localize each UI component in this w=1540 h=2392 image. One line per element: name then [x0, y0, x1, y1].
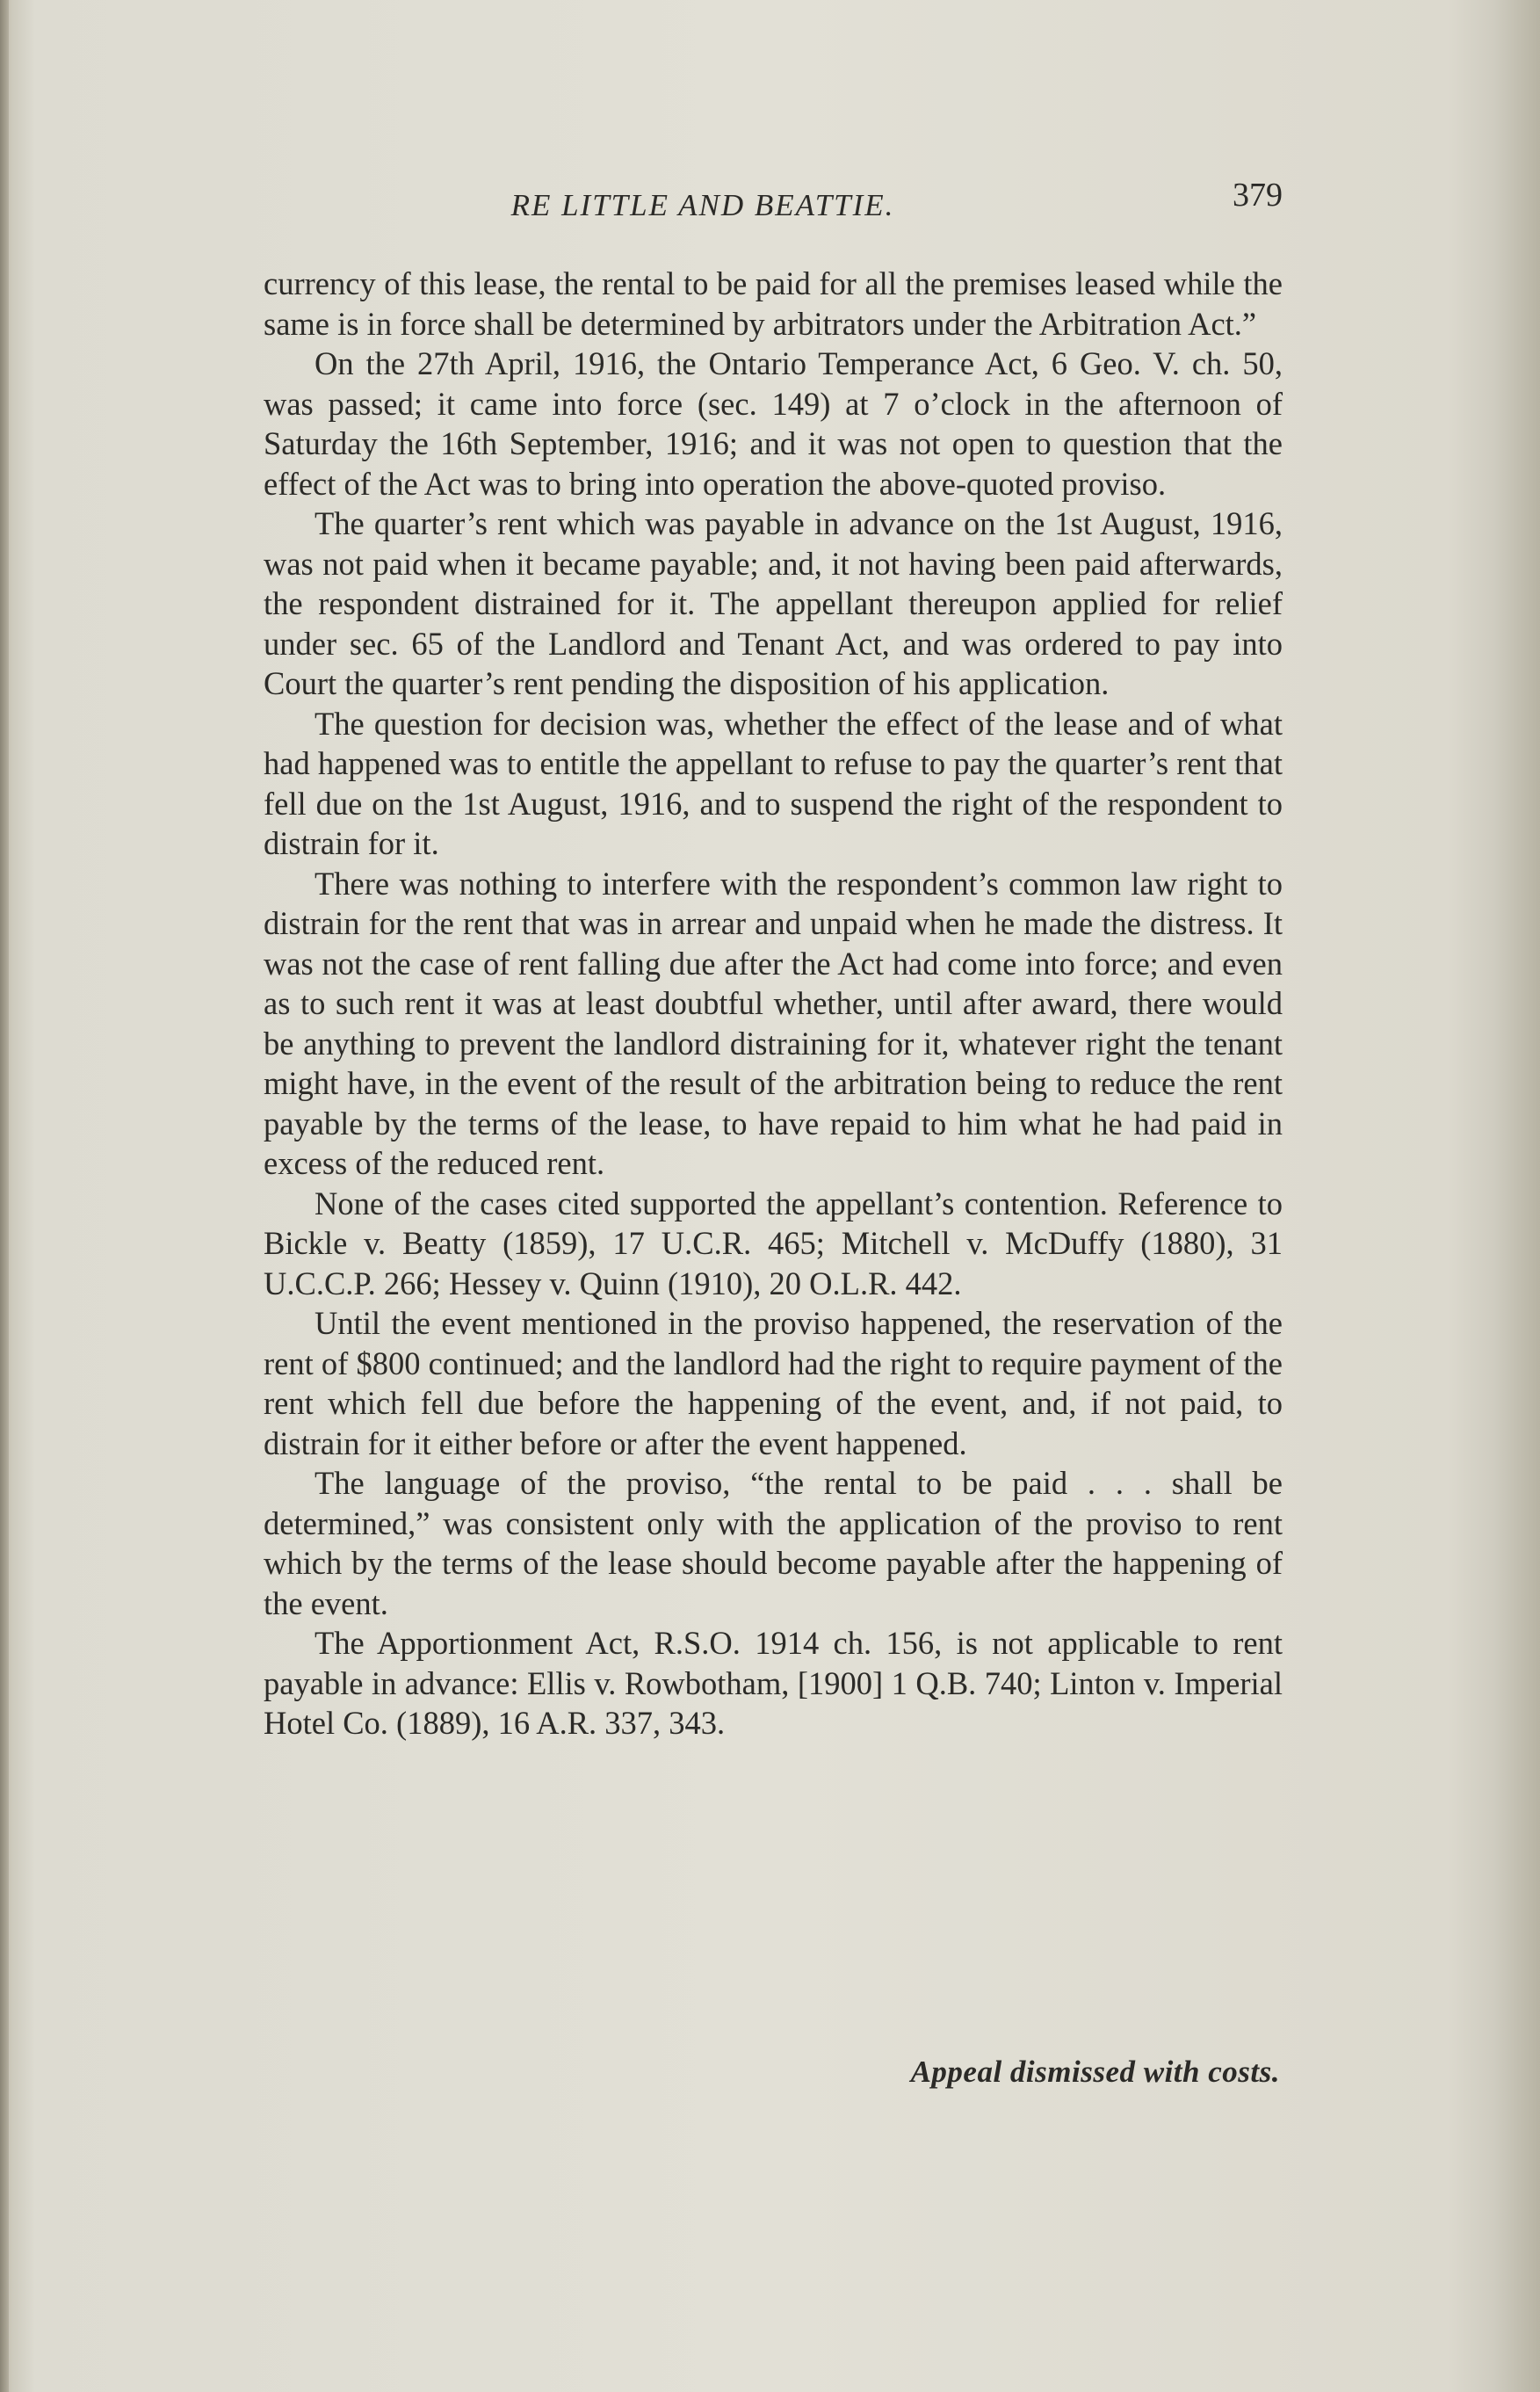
page-number: 379: [1233, 177, 1283, 214]
paragraph: currency of this lease, the rental to be paid for all the premises leased while the same is in force shall be determined by arbitrators under the Arbitration Act.”: [264, 265, 1283, 342]
paragraph: The question for decision was, whether the effect of the lease and of what had happened was to entitle the appellant to refuse to pay the quarter’s rent that fell due on the 1st August, 1916, and to suspend the right of the respondent to distrain for it.: [264, 705, 1283, 861]
paragraph: Until the event mentioned in the proviso happened, the reservation of the rent of $800 continued; and the landlord had the right to require payment of the rent which fell due before the happening of the event, and, if not paid, to distrain for it either before or after the event happened.: [264, 1305, 1283, 1461]
paragraph: On the 27th April, 1916, the Ontario Temperance Act, 6 Geo. V. ch. 50, was passed; it came into force (sec. 149) at 7 o’clock in the afternoon of Saturday the 16th September, 1916; and it was not open to question that the effect of the Act was to bring into operation the above-quoted proviso.: [264, 345, 1283, 502]
page-header: [264, 176, 1283, 228]
binding-edge: [0, 0, 9, 2392]
body-text: [264, 264, 1283, 1743]
paragraph: The quarter’s rent which was payable in advance on the 1st August, 1916, was not paid when it became payable; and, it not having been paid afterwards, the respondent distrained for it. The appellant thereupon applied for relief under sec. 65 of the Landlord and Tenant Act, and was ordered to pay into Court the quarter’s rent pending the disposition of his application.: [264, 505, 1283, 701]
paragraph: The language of the proviso, “the rental to be paid . . . shall be determined,” was consistent only with the application of the proviso to rent which by the terms of the lease should become payable after the happening of the event.: [264, 1465, 1283, 1621]
closing-line: Appeal dismissed with costs.: [910, 2055, 1280, 2089]
paragraph: The Apportionment Act, R.S.O. 1914 ch. 156, is not applicable to rent payable in advance: Ellis v. Rowbotham, [1900] 1 Q.B. 740; Linton v. Imperial Hotel Co. (1889), 16 A.R. 337, 343.: [264, 1625, 1283, 1741]
paragraph: There was nothing to interfere with the respondent’s common law right to distrain for the rent that was in arrear and unpaid when he made the distress. It was not the case of rent falling due after the Act had come into force; and even as to such rent it was at least doubtful whether, until after award, there would be anything to prevent the landlord distraining for it, whatever right the tenant might have, in the event of the result of the arbitration being to reduce the rent payable by the terms of the lease, to have repaid to him what he had paid in excess of the reduced rent.: [264, 865, 1283, 1181]
running-head: RE LITTLE AND BEATTIE.: [510, 188, 895, 222]
paragraph: None of the cases cited supported the appellant’s contention. Reference to Bickle v. Beatty (1859), 17 U.C.R. 465; Mitchell v. McDuffy (1880), 31 U.C.C.P. 266; Hessey v. Quinn (1910), 20 O.L.R. 442.: [264, 1185, 1283, 1301]
